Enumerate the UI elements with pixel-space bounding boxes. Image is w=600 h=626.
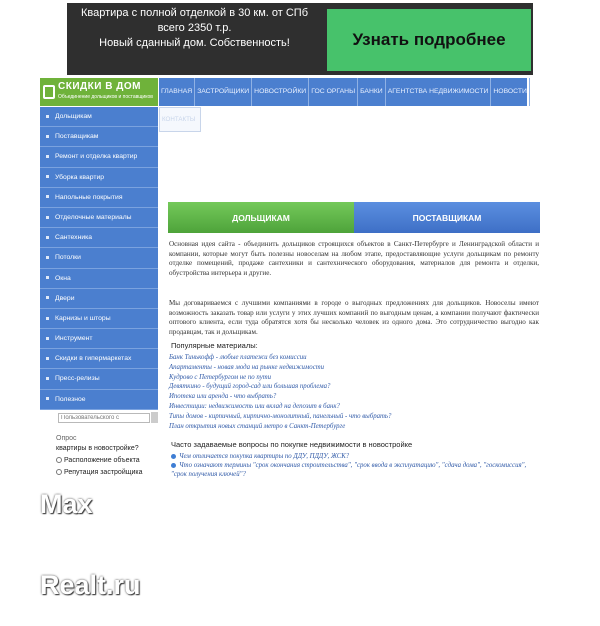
bullet-icon bbox=[46, 175, 49, 178]
bullet-icon bbox=[171, 463, 176, 468]
banner-text bbox=[67, 6, 322, 51]
nav-item-developers[interactable]: ЗАСТРОЙЩИКИ bbox=[195, 78, 252, 106]
sidebar-item-label: Напольные покрытия bbox=[55, 193, 123, 201]
popular-link[interactable]: Типы домов - кирпичный, кирпично-монолитный, панельный - что выбрать? bbox=[169, 412, 392, 420]
sidebar-item-cleaning[interactable] bbox=[40, 168, 158, 188]
sidebar-item-useful[interactable] bbox=[40, 390, 158, 410]
faq-list bbox=[171, 452, 539, 480]
logo-subtitle: Объединение дольщиков и поставщиков bbox=[58, 94, 153, 100]
house-icon bbox=[43, 85, 55, 99]
bullet-icon bbox=[46, 155, 49, 158]
bullet-icon bbox=[46, 216, 49, 219]
faq-link[interactable]: Чем отличается покупка квартиры по ДДУ, ПДДУ, ЖСК? bbox=[179, 453, 350, 460]
banner-line-3: Новый сданный дом. Собственность! bbox=[99, 37, 290, 49]
popular-link[interactable]: План открытия новых станций метро в Санкт-Петербурге bbox=[169, 422, 346, 430]
search-input[interactable] bbox=[58, 413, 150, 423]
sidebar-item-label: Уборка квартир bbox=[55, 173, 105, 181]
top-navigation bbox=[159, 78, 527, 106]
faq-link[interactable]: Что означают термины "срок окончания строительства", "срок ввода в эксплуатацию", "сдача дома", "госкомиссия", "срок получения ключей"? bbox=[171, 462, 527, 479]
site-logo[interactable] bbox=[40, 78, 158, 106]
popular-link[interactable]: Кудрово с Петербургом не по пути bbox=[169, 373, 272, 381]
tab-suppliers[interactable]: ПОСТАВЩИКАМ bbox=[354, 202, 540, 233]
banner-line-2: всего 2350 т.р. bbox=[157, 22, 232, 34]
poll-option-label: Расположение объекта bbox=[64, 457, 140, 464]
logo-title: СКИДКИ В ДОМ bbox=[58, 81, 141, 92]
bullet-icon bbox=[46, 397, 49, 400]
poll-heading: Опрос bbox=[56, 435, 77, 442]
sidebar-item-tools[interactable] bbox=[40, 329, 158, 349]
sidebar-item-label: Двери bbox=[55, 294, 75, 302]
sidebar-item-label: Поставщикам bbox=[55, 133, 99, 141]
sidebar-item-label: Потолки bbox=[55, 254, 81, 262]
bullet-icon bbox=[46, 317, 49, 320]
sidebar-item-renovation[interactable] bbox=[40, 147, 158, 167]
nav-item-news[interactable]: НОВОСТИ bbox=[491, 78, 530, 106]
bullet-icon bbox=[46, 236, 49, 239]
sidebar-item-label: Ремонт и отделка квартир bbox=[55, 153, 138, 161]
watermark bbox=[40, 437, 141, 626]
popular-link[interactable]: Ипотека или аренда - что выбрать? bbox=[169, 393, 277, 401]
bullet-icon bbox=[46, 337, 49, 340]
sidebar-item-curtains[interactable] bbox=[40, 309, 158, 329]
bullet-icon bbox=[46, 377, 49, 380]
watermark-line-1: Max bbox=[40, 489, 93, 519]
sidebar-item-label: Дольщикам bbox=[55, 113, 92, 120]
tab-shareholders[interactable]: ДОЛЬЩИКАМ bbox=[168, 202, 354, 233]
bullet-icon bbox=[46, 195, 49, 198]
banner-cta-button[interactable]: Узнать подробнее bbox=[327, 9, 531, 71]
sidebar-item-hypermarkets[interactable] bbox=[40, 349, 158, 369]
sidebar-item-label: Окна bbox=[55, 274, 71, 282]
sidebar-item-shareholders[interactable] bbox=[40, 107, 158, 127]
sidebar-item-flooring[interactable] bbox=[40, 188, 158, 208]
poll-option-label: Репутация застройщика bbox=[64, 469, 143, 476]
bullet-icon bbox=[171, 454, 176, 459]
nav-item-new-buildings[interactable]: НОВОСТРОЙКИ bbox=[252, 78, 309, 106]
nav-item-banks[interactable]: БАНКИ bbox=[358, 78, 386, 106]
sidebar-item-windows[interactable] bbox=[40, 269, 158, 289]
intro-paragraph: Основная идея сайта - объединить дольщиков строящихся объектов в Санкт-Петербурге и Ленинградской области и компании, которые могут быть полезны новоселам на любом этапе, предоставляющие услуги дольщикам по ремонту отделке помещений, продаже сантехники и сантехнического оборудования, материалов для ремонта и отделки, обустройства интерьера и другие. bbox=[169, 240, 539, 277]
popular-link[interactable]: Инвестиции: недвижимость или вклад на депозит в банк? bbox=[169, 402, 340, 410]
sidebar-item-label: Инструмент bbox=[55, 335, 93, 343]
sidebar-item-label: Сантехника bbox=[55, 234, 93, 242]
sidebar-item-label: Карнизы и шторы bbox=[55, 314, 111, 322]
sidebar-item-plumbing[interactable] bbox=[40, 228, 158, 248]
sidebar-item-press[interactable] bbox=[40, 369, 158, 389]
sidebar-item-label: Полезное bbox=[55, 395, 86, 403]
bullet-icon bbox=[46, 357, 49, 360]
partners-paragraph: Мы договариваемся с лучшими компаниями в городе о выгодных предложениях для дольщиков. Новоселы имеют возможность заказать товар или услуги у этих лучших компаний по выгодным ценам, а компании получают фактически оптового клиента, если туда обратятся хотя бы несколько человек из одного дома. Это сотрудничество выгодно как продавцам, так и дольщикам. bbox=[169, 299, 539, 336]
bullet-icon bbox=[46, 115, 49, 118]
poll-question: квартиры в новостройке? bbox=[56, 445, 139, 452]
sidebar-item-finishing[interactable] bbox=[40, 208, 158, 228]
popular-link[interactable]: Апартаменты - новая мода на рынке недвижимости bbox=[169, 363, 325, 371]
popular-link[interactable]: Банк Тинькофф - любые платежи без комиссии bbox=[169, 354, 307, 361]
faq-item[interactable] bbox=[171, 461, 539, 479]
bullet-icon bbox=[46, 256, 49, 259]
popular-heading: Популярные материалы: bbox=[171, 341, 258, 350]
sidebar-item-ceilings[interactable] bbox=[40, 248, 158, 268]
ad-banner[interactable] bbox=[67, 3, 533, 75]
faq-item[interactable] bbox=[171, 452, 539, 461]
sidebar-item-suppliers[interactable] bbox=[40, 127, 158, 147]
popular-link[interactable]: Девяткино - будущий город-сад или большая проблема? bbox=[169, 383, 331, 391]
faq-heading: Часто задаваемые вопросы по покупке недвижимости в новостройке bbox=[171, 440, 413, 449]
bullet-icon bbox=[46, 135, 49, 138]
audience-tabs bbox=[168, 202, 540, 233]
sidebar-item-label: Отделочные материалы bbox=[55, 213, 132, 221]
search-box bbox=[40, 411, 158, 424]
banner-line-1: Квартира с полной отделкой в 30 км. от СПб bbox=[81, 7, 308, 19]
bullet-icon bbox=[46, 296, 49, 299]
watermark-line-2: Realt.ru bbox=[40, 570, 141, 600]
nav-item-contacts[interactable]: КОНТАКТЫ bbox=[159, 107, 201, 132]
search-button[interactable] bbox=[151, 412, 158, 423]
bullet-icon bbox=[46, 276, 49, 279]
nav-item-home[interactable]: ГЛАВНАЯ bbox=[159, 78, 195, 106]
nav-item-agencies[interactable]: АГЕНТСТВА НЕДВИЖИМОСТИ bbox=[386, 78, 492, 106]
sidebar-menu bbox=[40, 107, 158, 410]
sidebar-item-doors[interactable] bbox=[40, 289, 158, 309]
popular-links bbox=[169, 353, 539, 431]
sidebar-item-label: Пресс-релизы bbox=[55, 375, 100, 383]
nav-item-gov[interactable]: ГОС ОРГАНЫ bbox=[309, 78, 358, 106]
sidebar-item-label: Скидки в гипермаркетах bbox=[55, 355, 132, 363]
